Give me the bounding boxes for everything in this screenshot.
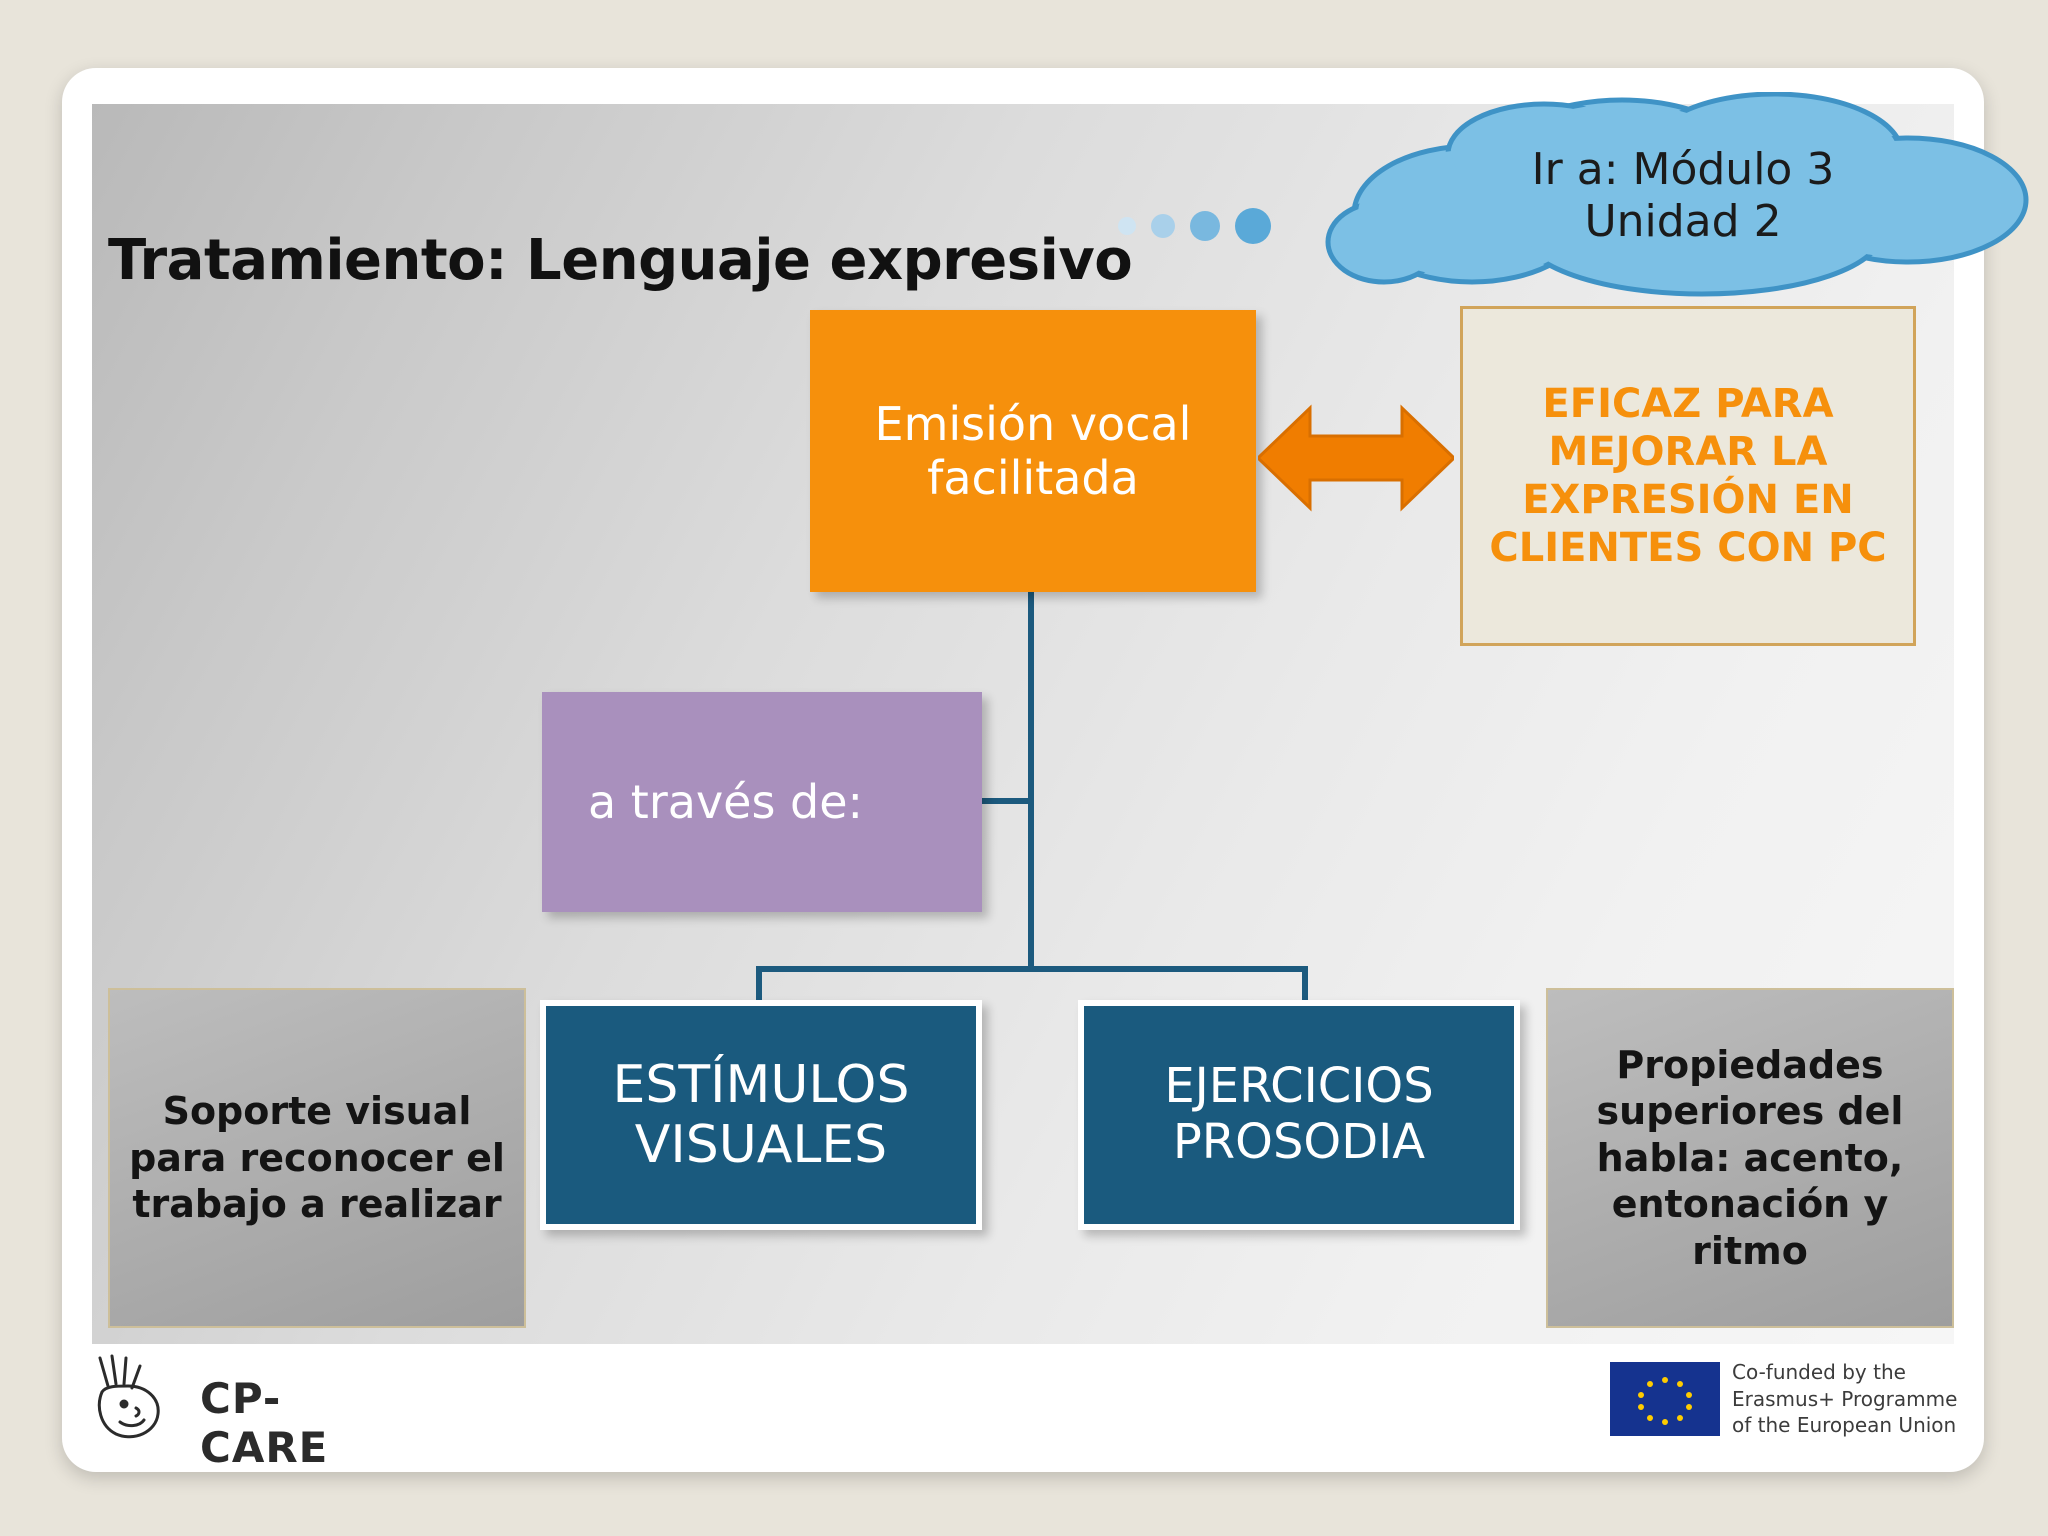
connector-horizontal-purple (978, 798, 1034, 804)
node-emision-vocal-label: Emisión vocal facilitada (874, 396, 1192, 505)
node-estimulos-visuales-label: ESTÍMULOS VISUALES (612, 1054, 910, 1175)
face-sketch-icon (82, 1352, 202, 1448)
double-arrow-icon (1258, 400, 1454, 516)
cloud-line-1: Ir a: Módulo 3 (1531, 144, 1835, 195)
cp-care-logo (82, 1352, 402, 1472)
eu-line-1: Co-funded by the (1732, 1360, 1906, 1385)
connector-horizontal-bottom (756, 966, 1308, 972)
node-estimulos-visuales[interactable] (540, 1000, 982, 1230)
eu-cofunding-block (1610, 1356, 1960, 1442)
node-soporte-visual-label: Soporte visual para reconocer el trabajo a realizar (129, 1089, 505, 1227)
eu-line-3: of the European Union (1732, 1413, 1957, 1438)
eu-line-2: Erasmus+ Programme (1732, 1386, 1958, 1411)
node-emision-vocal[interactable] (810, 310, 1256, 592)
page-title: Tratamiento: Lenguaje expresivo (108, 228, 1133, 293)
node-propiedades-habla-label: Propiedades superiores del habla: acento, entonación y ritmo (1596, 1043, 1904, 1273)
cloud-text (1322, 144, 2044, 248)
node-ejercicios-prosodia-label: EJERCICIOS PROSODIA (1164, 1058, 1434, 1170)
eu-cofunding-text (1732, 1359, 1957, 1438)
connector-vertical-main (1028, 592, 1034, 972)
node-eficaz-expresion[interactable] (1460, 306, 1916, 646)
node-soporte-visual[interactable] (108, 988, 526, 1328)
node-a-traves-de[interactable] (542, 692, 982, 912)
node-eficaz-expresion-label: EFICAZ PARA MEJORAR LA EXPRESIÓN EN CLIENTES CON PC (1489, 381, 1887, 571)
cloud-line-2: Unidad 2 (1584, 195, 1782, 247)
dot-icon (1190, 211, 1220, 241)
node-ejercicios-prosodia[interactable] (1078, 1000, 1520, 1230)
dot-icon (1151, 214, 1175, 238)
decorative-dots (1118, 208, 1281, 244)
node-a-traves-de-label: a través de: (588, 775, 864, 829)
thought-cloud-callout[interactable] (1322, 92, 2044, 300)
cp-care-logo-text: CP-CARE (200, 1374, 329, 1472)
node-propiedades-habla[interactable] (1546, 988, 1954, 1328)
eu-flag-icon (1610, 1362, 1720, 1436)
dot-icon (1235, 208, 1271, 244)
